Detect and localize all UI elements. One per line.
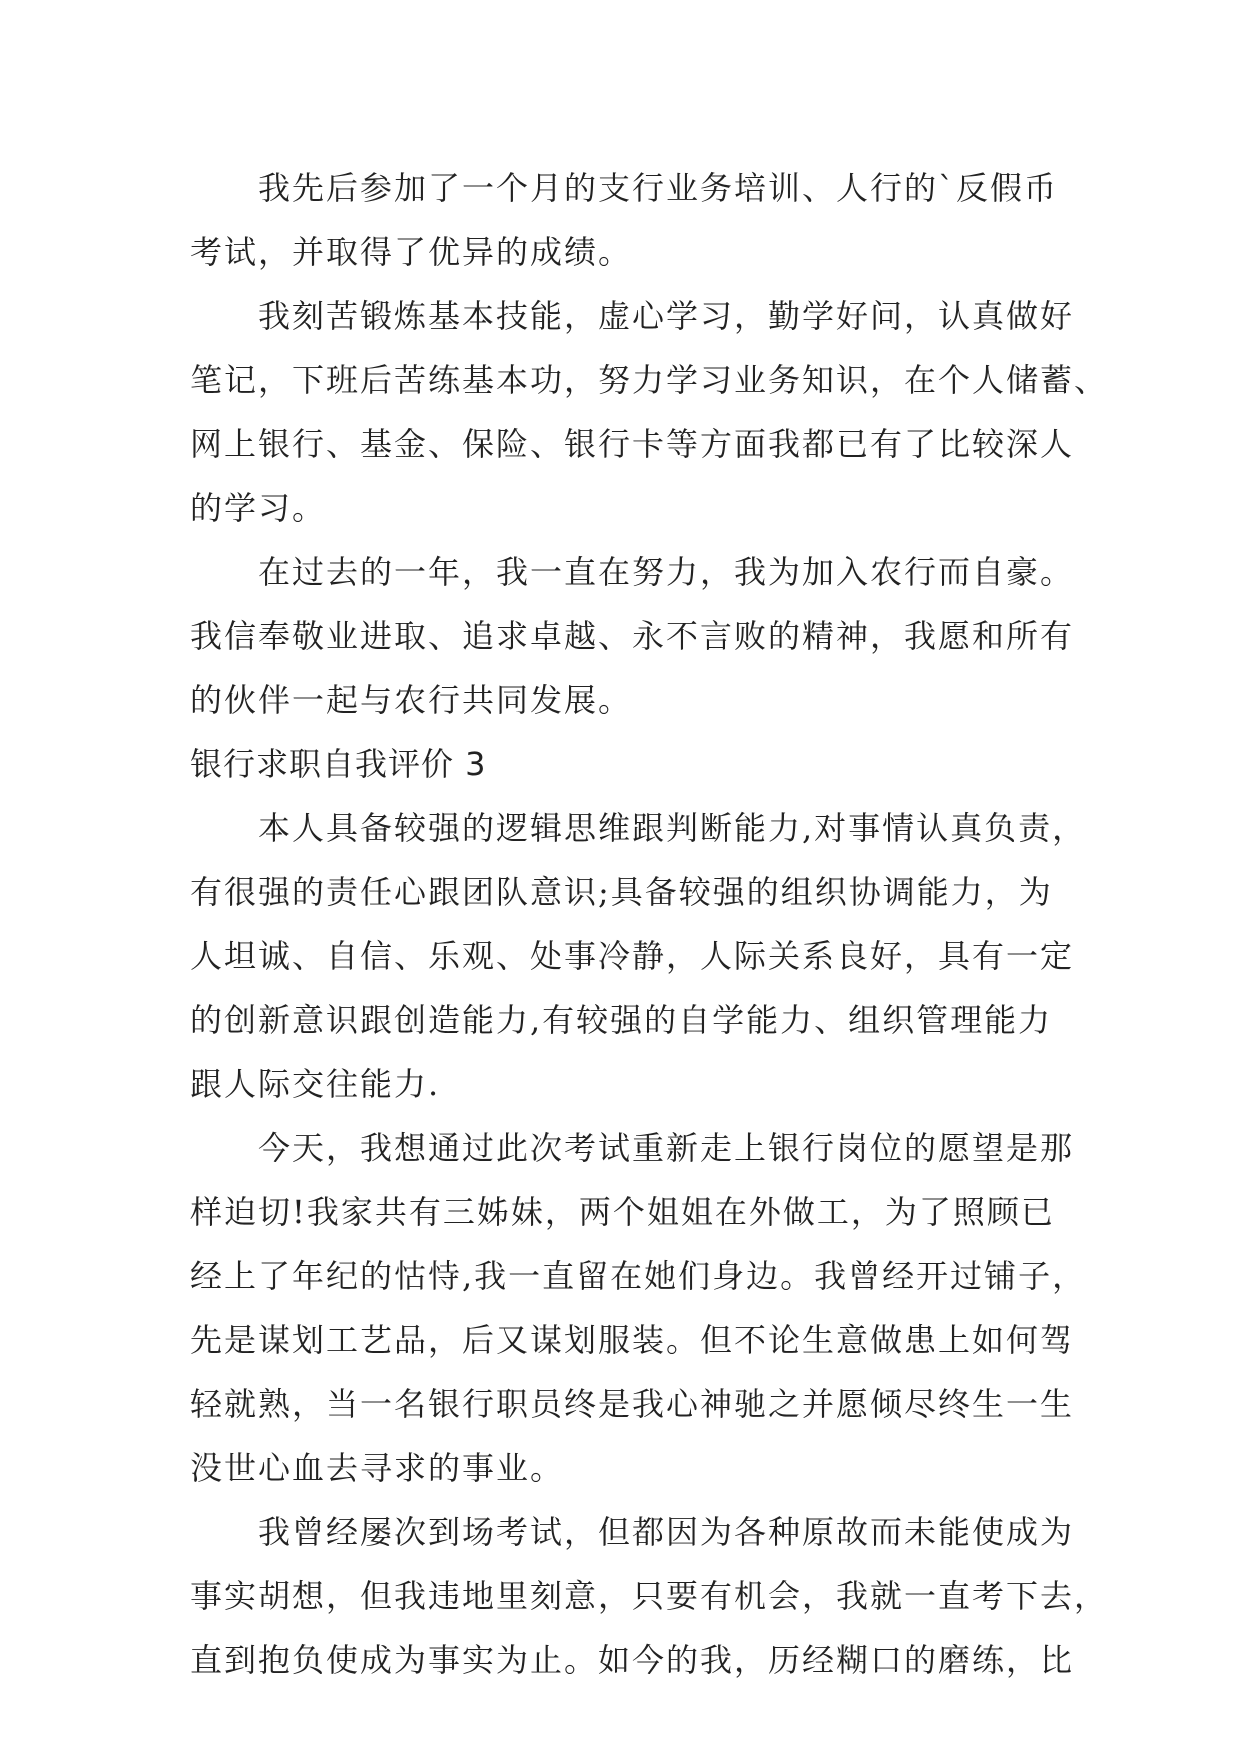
text-line: 网上银行、基金、保险、银行卡等方面我都已有了比较深人 <box>190 425 1075 463</box>
text-line: 直到抱负使成为事实为止。如今的我，历经糊口的磨练，比 <box>190 1641 1075 1679</box>
text-line: 今天，我想通过此次考试重新走上银行岗位的愿望是那 <box>258 1129 1075 1167</box>
document-body <box>190 156 1109 1692</box>
text-line: 笔记，下班后苦练基本功，努力学习业务知识，在个人储蓄、 <box>190 361 1109 399</box>
text-line: 本人具备较强的逻辑思维跟判断能力,对事情认真负责， <box>258 809 1087 847</box>
text-line: 我刻苦锻炼基本技能，虚心学习，勤学好问，认真做好 <box>258 297 1075 335</box>
text-line: 轻就熟，当一名银行职员终是我心神驰之并愿倾尽终生一生 <box>190 1385 1075 1423</box>
text-line: 跟人际交往能力. <box>190 1065 441 1103</box>
text-line: 经上了年纪的怙恃,我一直留在她们身边。我曾经开过铺子， <box>190 1257 1087 1295</box>
text-line: 人坦诚、自信、乐观、处事冷静，人际关系良好，具有一定 <box>190 937 1075 975</box>
text-line: 先是谋划工艺品，后又谋划服装。但不论生意做患上如何驾 <box>190 1321 1075 1359</box>
text-line: 没世心血去寻求的事业。 <box>190 1449 565 1487</box>
text-line: 有很强的责任心跟团队意识;具备较强的组织协调能力，为 <box>190 873 1053 911</box>
text-line: 的伙伴一起与农行共同发展。 <box>190 681 633 719</box>
text-line: 在过去的一年，我一直在努力，我为加入农行而自豪。 <box>258 553 1075 591</box>
text-line: 的创新意识跟创造能力,有较强的自学能力、组织管理能力 <box>190 1001 1053 1039</box>
section-heading: 银行求职自我评价 3 <box>190 745 487 783</box>
text-line: 我先后参加了一个月的支行业务培训、人行的`反假币 <box>258 169 1059 207</box>
text-line: 事实胡想，但我违地里刻意，只要有机会，我就一直考下去， <box>190 1577 1109 1615</box>
text-line: 我信奉敬业进取、追求卓越、永不言败的精神，我愿和所有 <box>190 617 1075 655</box>
text-line: 我曾经屡次到场考试，但都因为各种原故而未能使成为 <box>258 1513 1075 1551</box>
text-line: 的学习。 <box>190 489 327 527</box>
text-line: 样迫切!我家共有三姊妹，两个姐姐在外做工，为了照顾已 <box>190 1193 1055 1231</box>
text-line: 考试，并取得了优异的成绩。 <box>190 233 633 271</box>
